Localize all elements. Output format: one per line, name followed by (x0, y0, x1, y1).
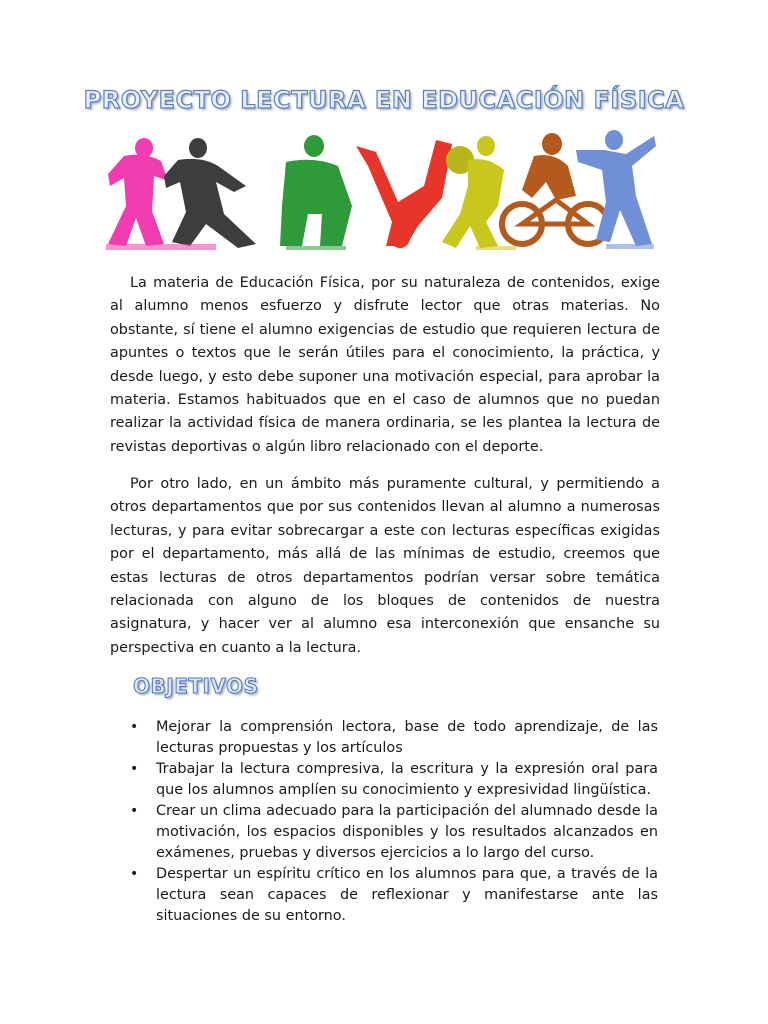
ground-shadows (106, 244, 654, 250)
dark-figure (164, 138, 256, 248)
sports-silhouettes-banner (106, 126, 656, 254)
yellow-figure (442, 136, 504, 248)
cultural-paragraph: Por otro lado, en un ámbito más puramente cultural, y permitiendo a otros departamentos que por sus contenidos llevan al alumno a numerosas lecturas, y para evitar sobrecargar a este con lecturas específicas exigidas por el departamento, más allá de las mínimas de estudio, creemos que estas lecturas de otros departamentos podrían versar sobre temática relacionada con alguno de los bloques de contenidos de nuestra asignatura, y hacer ver al alumno esa interconexión que ensanche su perspectiva en cuanto a la lectura. (110, 476, 660, 656)
bullet-icon: • (130, 761, 139, 777)
red-figure (356, 140, 452, 248)
list-item (110, 759, 658, 801)
objective-text: Mejorar la comprensión lectora, base de todo aprendizaje, de las lecturas propuestas y los artículos (156, 719, 658, 756)
objective-text: Crear un clima adecuado para la participación del alumnado desde la motivación, los espacios disponibles y los resultados alcanzados en exámenes, pruebas y diversos ejercicios a lo largo del curso. (156, 803, 658, 861)
pink-figure (108, 138, 168, 246)
green-figure (280, 135, 352, 246)
orange-figure (502, 133, 608, 244)
objectives-heading: OBJETIVOS (133, 674, 259, 698)
list-item (110, 864, 658, 927)
objective-text: Despertar un espíritu crítico en los alumnos para que, a través de la lectura sean capaces de reflexionar y manifestarse ante las situaciones de su entorno. (156, 866, 658, 924)
page-title: PROYECTO LECTURA EN EDUCACIÓN FÍSICA (83, 86, 685, 114)
list-item (110, 717, 658, 759)
blue-figure (576, 130, 656, 246)
list-item (110, 801, 658, 864)
objectives-list (110, 717, 658, 927)
bullet-icon: • (130, 803, 139, 819)
bullet-icon: • (130, 866, 139, 882)
bullet-icon: • (130, 719, 139, 735)
intro-paragraph: La materia de Educación Física, por su naturaleza de contenidos, exige al alumno menos esfuerzo y disfrute lector que otras materias. No obstante, sí tiene el alumno exigencias de estudio que requieren lectura de apuntes o textos que le serán útiles para el conocimiento, la práctica, y desde luego, y esto debe suponer una motivación especial, para aprobar la materia. Estamos habituados que en el caso de alumnos que no puedan realizar la actividad física de manera ordinaria, se les plantea la lectura de revistas deportivas o algún libro relacionado con el deporte. (110, 275, 660, 455)
objective-text: Trabajar la lectura compresiva, la escritura y la expresión oral para que los alumnos amplíen su conocimiento y expresividad lingüística. (156, 761, 658, 798)
